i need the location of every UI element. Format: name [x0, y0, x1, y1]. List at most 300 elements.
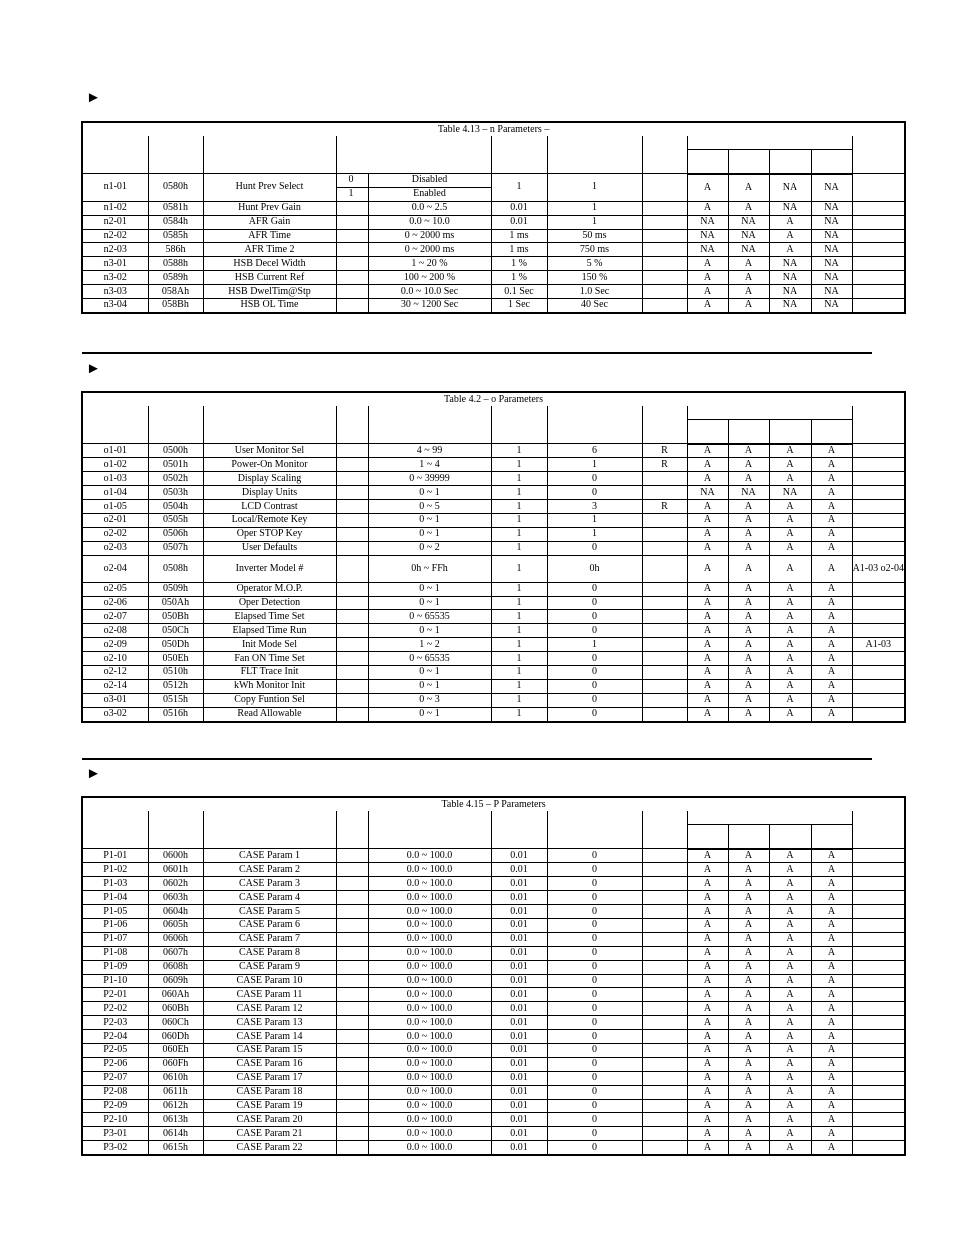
- table-cell: [336, 582, 368, 596]
- table-cell: kWh Monitor Init: [203, 679, 336, 693]
- table-cell: 1: [491, 444, 547, 458]
- table-cell: n3-01: [82, 257, 148, 271]
- table-cell: A: [728, 905, 769, 919]
- table-cell: A: [769, 1113, 811, 1127]
- table-cell: A: [687, 1043, 728, 1057]
- table-cell: A: [769, 610, 811, 624]
- table-cell: 0: [547, 541, 642, 555]
- table-cell: [642, 863, 687, 877]
- table-cell: 0.0 ~ 10.0: [368, 215, 491, 229]
- table-cell: 0608h: [148, 960, 203, 974]
- table-cell: 100 ~ 200 %: [368, 271, 491, 285]
- table-cell: [852, 1141, 905, 1155]
- table-cell: A: [687, 988, 728, 1002]
- table-cell: [852, 1099, 905, 1113]
- table-row: [82, 1113, 905, 1127]
- table-cell: A: [728, 918, 769, 932]
- table-cell: P1-09: [82, 960, 148, 974]
- table-cell: CASE Param 18: [203, 1085, 336, 1099]
- table-cell: 1: [491, 652, 547, 666]
- table-cell: 40 Sec: [547, 299, 642, 313]
- table-cell: 0: [547, 1071, 642, 1085]
- table-cell: 0606h: [148, 932, 203, 946]
- table-cell: A: [728, 1141, 769, 1155]
- table-cell: [336, 243, 368, 257]
- table-row: [82, 849, 905, 863]
- table-cell: 0: [547, 960, 642, 974]
- table-row: [82, 243, 905, 257]
- table-cell: A: [728, 285, 769, 299]
- table-cell: A: [728, 693, 769, 707]
- table-cell: CASE Param 1: [203, 849, 336, 863]
- table-cell: 1: [547, 527, 642, 541]
- table-cell: P3-01: [82, 1127, 148, 1141]
- table-cell: [852, 988, 905, 1002]
- table-cell: 0.0 ~ 100.0: [368, 1043, 491, 1057]
- table-cell: A: [728, 1127, 769, 1141]
- table-cell: Hunt Prev Gain: [203, 201, 336, 215]
- table-cell: A: [728, 513, 769, 527]
- table-cell: A: [728, 541, 769, 555]
- table-cell: [336, 541, 368, 555]
- table-cell: A: [811, 1127, 852, 1141]
- table-cell: 0.0 ~ 100.0: [368, 1030, 491, 1044]
- table-row: [82, 610, 905, 624]
- table-cell: A: [811, 1099, 852, 1113]
- table-cell: 0615h: [148, 1141, 203, 1155]
- table-cell: [642, 472, 687, 486]
- table-cell: A: [811, 877, 852, 891]
- table-cell: [642, 891, 687, 905]
- table-cell: [642, 243, 687, 257]
- table-row: [82, 513, 905, 527]
- table-cell: 0: [547, 1016, 642, 1030]
- table-cell: 0515h: [148, 693, 203, 707]
- table-cell: 050Ah: [148, 596, 203, 610]
- table-cell: 0.0 ~ 100.0: [368, 974, 491, 988]
- table-cell: 1 ms: [491, 229, 547, 243]
- table-cell: CASE Param 5: [203, 905, 336, 919]
- table-cell: A: [728, 624, 769, 638]
- table-cell: 1: [491, 707, 547, 721]
- table-cell: 0: [547, 974, 642, 988]
- table-cell: [642, 679, 687, 693]
- table-cell: A: [811, 891, 852, 905]
- table-cell: 1: [491, 527, 547, 541]
- table-cell: A: [728, 500, 769, 514]
- table-cell: 060Dh: [148, 1030, 203, 1044]
- table-cell: P2-07: [82, 1071, 148, 1085]
- table-cell: 1 ms: [491, 243, 547, 257]
- table-cell: A: [687, 513, 728, 527]
- table-cell: n2-01: [82, 215, 148, 229]
- table-cell: [336, 299, 368, 313]
- table-cell: [852, 1127, 905, 1141]
- table-cell: A: [811, 932, 852, 946]
- table-cell: [852, 918, 905, 932]
- table-cell: 0.0 ~ 100.0: [368, 1071, 491, 1085]
- table-cell: A: [728, 974, 769, 988]
- table-cell: Operator M.O.P.: [203, 582, 336, 596]
- table-cell: A: [687, 271, 728, 285]
- table-cell: 0: [547, 1030, 642, 1044]
- table-cell: 1: [547, 513, 642, 527]
- table-row: [82, 946, 905, 960]
- table-cell: NA: [769, 486, 811, 500]
- table-cell: A: [728, 1057, 769, 1071]
- table-cell: A: [687, 960, 728, 974]
- table-cell: AFR Time: [203, 229, 336, 243]
- table-row: [82, 215, 905, 229]
- table-cell: [336, 877, 368, 891]
- table-cell: P1-10: [82, 974, 148, 988]
- table-cell: A: [811, 1030, 852, 1044]
- table-cell: [852, 229, 905, 243]
- table-cell: [336, 1141, 368, 1155]
- table-row: [82, 201, 905, 215]
- table-cell: A: [811, 905, 852, 919]
- table-cell: 0: [547, 707, 642, 721]
- table-cell: A: [769, 932, 811, 946]
- table-cell: NA: [811, 215, 852, 229]
- table-cell: [642, 1043, 687, 1057]
- table-cell: 060Bh: [148, 1002, 203, 1016]
- table-cell: NA: [811, 299, 852, 313]
- table-row: [82, 638, 905, 652]
- table-cell: 0.01: [491, 1141, 547, 1155]
- table-cell: 0h ~ FFh: [368, 555, 491, 582]
- table-cell: A: [728, 527, 769, 541]
- table-cell: [852, 679, 905, 693]
- table-cell: A: [728, 1016, 769, 1030]
- table-cell: A: [811, 638, 852, 652]
- table-cell: HSB Current Ref: [203, 271, 336, 285]
- table-cell: Copy Funtion Sel: [203, 693, 336, 707]
- table-cell: 0.0 ~ 100.0: [368, 891, 491, 905]
- table-cell: [336, 271, 368, 285]
- table-cell: [642, 932, 687, 946]
- table-cell: 0 ~ 5: [368, 500, 491, 514]
- table-cell: 1: [491, 693, 547, 707]
- table-cell: A: [728, 988, 769, 1002]
- table-cell: 1 %: [491, 271, 547, 285]
- table-cell: 0504h: [148, 500, 203, 514]
- table-cell: [642, 285, 687, 299]
- table-cell: NA: [728, 229, 769, 243]
- table-cell: A: [811, 1113, 852, 1127]
- table-cell: 0.0 ~ 100.0: [368, 1085, 491, 1099]
- table-cell: R: [642, 500, 687, 514]
- table-cell: A: [769, 624, 811, 638]
- table-cell: A: [728, 299, 769, 313]
- table-cell: 0: [547, 486, 642, 500]
- table-cell: A: [769, 555, 811, 582]
- table-cell: A: [687, 582, 728, 596]
- table-cell: P1-05: [82, 905, 148, 919]
- table-cell: 1: [491, 458, 547, 472]
- table-cell: CASE Param 17: [203, 1071, 336, 1085]
- table-cell: [852, 1043, 905, 1057]
- table-cell: [852, 624, 905, 638]
- table-cell: A: [687, 1141, 728, 1155]
- table-cell: CASE Param 3: [203, 877, 336, 891]
- table-cell: AFR Time 2: [203, 243, 336, 257]
- table-cell: A: [687, 1099, 728, 1113]
- table-cell: [642, 960, 687, 974]
- table-cell: 0: [547, 652, 642, 666]
- table-cell: [852, 486, 905, 500]
- table-cell: 0.0 ~ 2.5: [368, 201, 491, 215]
- table-cell: A: [769, 960, 811, 974]
- table-cell: [852, 285, 905, 299]
- table-cell: A: [769, 693, 811, 707]
- table-cell: 0.0 ~ 100.0: [368, 863, 491, 877]
- table-cell: A: [687, 1030, 728, 1044]
- table-cell: [642, 946, 687, 960]
- table-row: n1-01 0580h Hunt Prev Select 0 Disabled 1 1 A A NA NA: [82, 174, 905, 188]
- table-cell: A: [687, 932, 728, 946]
- table-n-caption: Table 4.13 – n Parameters –: [82, 122, 905, 136]
- table-cell: 0.01: [491, 1030, 547, 1044]
- table-cell: 0.01: [491, 1043, 547, 1057]
- table-cell: [336, 458, 368, 472]
- table-cell: A: [811, 500, 852, 514]
- table-cell: 0600h: [148, 849, 203, 863]
- table-cell: 0612h: [148, 1099, 203, 1113]
- table-row: [82, 693, 905, 707]
- table-cell: o1-05: [82, 500, 148, 514]
- table-cell: [642, 299, 687, 313]
- table-cell: o2-10: [82, 652, 148, 666]
- table-cell: [852, 1030, 905, 1044]
- table-cell: A: [769, 1002, 811, 1016]
- table-cell: [642, 1030, 687, 1044]
- table-cell: 0.0 ~ 100.0: [368, 1057, 491, 1071]
- table-cell: [642, 257, 687, 271]
- table-cell: A: [687, 500, 728, 514]
- table-cell: 058Ah: [148, 285, 203, 299]
- section-o-arrow-icon: ►: [86, 361, 101, 377]
- table-cell: A: [687, 946, 728, 960]
- table-cell: A: [769, 863, 811, 877]
- table-cell: 0.0 ~ 100.0: [368, 960, 491, 974]
- table-cell: A: [769, 905, 811, 919]
- table-cell: P2-02: [82, 1002, 148, 1016]
- table-cell: 060Ah: [148, 988, 203, 1002]
- table-cell: 0.01: [491, 1099, 547, 1113]
- table-cell: 0.0 ~ 10.0 Sec: [368, 285, 491, 299]
- table-cell: A: [728, 610, 769, 624]
- table-cell: 4 ~ 99: [368, 444, 491, 458]
- table-cell: [852, 527, 905, 541]
- table-row: [82, 863, 905, 877]
- table-cell: [642, 229, 687, 243]
- table-cell: P2-10: [82, 1113, 148, 1127]
- table-cell: A: [728, 863, 769, 877]
- table-cell: A: [728, 201, 769, 215]
- table-cell: [642, 665, 687, 679]
- table-cell: A: [687, 527, 728, 541]
- table-row: [82, 905, 905, 919]
- table-cell: 0605h: [148, 918, 203, 932]
- table-cell: CASE Param 11: [203, 988, 336, 1002]
- table-cell: P2-06: [82, 1057, 148, 1071]
- table-cell: A: [687, 863, 728, 877]
- table-cell: A: [687, 707, 728, 721]
- table-cell: 0614h: [148, 1127, 203, 1141]
- table-cell: 0.01: [491, 201, 547, 215]
- table-cell: 0.0 ~ 100.0: [368, 932, 491, 946]
- table-cell: [852, 472, 905, 486]
- table-cell: A: [728, 946, 769, 960]
- table-cell: 0603h: [148, 891, 203, 905]
- table-cell: 1: [491, 624, 547, 638]
- table-cell: CASE Param 14: [203, 1030, 336, 1044]
- table-cell: 0: [547, 665, 642, 679]
- table-cell: A1-03: [852, 638, 905, 652]
- table-cell: CASE Param 6: [203, 918, 336, 932]
- table-cell: A: [811, 1085, 852, 1099]
- table-cell: 0 ~ 39999: [368, 472, 491, 486]
- table-cell: A: [687, 201, 728, 215]
- table-cell: [642, 1071, 687, 1085]
- table-row: [82, 1030, 905, 1044]
- table-cell: A: [811, 555, 852, 582]
- table-cell: A: [687, 1085, 728, 1099]
- table-cell: NA: [728, 215, 769, 229]
- table-cell: Display Units: [203, 486, 336, 500]
- table-row: [82, 624, 905, 638]
- table-cell: A: [811, 513, 852, 527]
- table-cell: 1: [547, 638, 642, 652]
- table-cell: 0: [547, 946, 642, 960]
- table-cell: 0 ~ 2: [368, 541, 491, 555]
- table-cell: A: [811, 974, 852, 988]
- table-cell: 0589h: [148, 271, 203, 285]
- table-cell: NA: [687, 243, 728, 257]
- table-cell: A: [769, 541, 811, 555]
- table-cell: o2-14: [82, 679, 148, 693]
- table-cell: A: [811, 707, 852, 721]
- table-cell: A: [769, 1141, 811, 1155]
- table-cell: [852, 201, 905, 215]
- table-cell: [852, 271, 905, 285]
- table-cell: 1: [491, 638, 547, 652]
- table-cell: CASE Param 9: [203, 960, 336, 974]
- table-cell: [336, 693, 368, 707]
- table-cell: 1: [491, 541, 547, 555]
- table-cell: A: [687, 693, 728, 707]
- table-cell: A: [687, 458, 728, 472]
- table-cell: 1: [491, 555, 547, 582]
- table-cell: 0502h: [148, 472, 203, 486]
- table-n-container: [81, 121, 904, 314]
- table-cell: 0.0 ~ 100.0: [368, 877, 491, 891]
- table-cell: 0 ~ 1: [368, 582, 491, 596]
- table-row: [82, 1002, 905, 1016]
- table-cell: A1-03 o2-04: [852, 555, 905, 582]
- table-cell: [642, 527, 687, 541]
- table-cell: 0.1 Sec: [491, 285, 547, 299]
- table-cell: A: [769, 638, 811, 652]
- table-row: [82, 458, 905, 472]
- table-cell: 0501h: [148, 458, 203, 472]
- table-cell: 0.01: [491, 215, 547, 229]
- table-cell: 0: [547, 1085, 642, 1099]
- table-cell: [336, 946, 368, 960]
- table-cell: [642, 215, 687, 229]
- table-cell: 1: [491, 513, 547, 527]
- table-cell: Read Allowable: [203, 707, 336, 721]
- table-cell: CASE Param 20: [203, 1113, 336, 1127]
- table-cell: [336, 988, 368, 1002]
- table-cell: [336, 707, 368, 721]
- table-cell: A: [687, 596, 728, 610]
- table-cell: o2-01: [82, 513, 148, 527]
- table-cell: A: [811, 946, 852, 960]
- table-cell: [642, 918, 687, 932]
- table-cell: 0: [547, 596, 642, 610]
- table-cell: A: [687, 905, 728, 919]
- table-cell: A: [811, 693, 852, 707]
- table-cell: [852, 596, 905, 610]
- table-cell: NA: [811, 285, 852, 299]
- table-cell: NA: [769, 299, 811, 313]
- table-cell: 1: [491, 582, 547, 596]
- table-p: [81, 796, 906, 1156]
- table-cell: HSB Decel Width: [203, 257, 336, 271]
- table-cell: 0: [547, 472, 642, 486]
- table-cell: A: [687, 299, 728, 313]
- table-cell: NA: [687, 215, 728, 229]
- table-cell: [852, 1057, 905, 1071]
- table-cell: [852, 877, 905, 891]
- table-cell: n3-03: [82, 285, 148, 299]
- table-cell: NA: [769, 285, 811, 299]
- table-cell: [336, 652, 368, 666]
- table-cell: Elapsed Time Run: [203, 624, 336, 638]
- table-row: [82, 877, 905, 891]
- table-cell: Display Scaling: [203, 472, 336, 486]
- table-cell: A: [811, 472, 852, 486]
- table-cell: 0.0 ~ 100.0: [368, 1141, 491, 1155]
- table-cell: [336, 229, 368, 243]
- table-cell: [642, 486, 687, 500]
- table-cell: A: [769, 243, 811, 257]
- table-cell: A: [687, 285, 728, 299]
- table-cell: A: [811, 458, 852, 472]
- table-cell: [852, 458, 905, 472]
- table-cell: A: [687, 918, 728, 932]
- table-cell: 0: [547, 1127, 642, 1141]
- table-cell: P2-01: [82, 988, 148, 1002]
- table-cell: A: [811, 610, 852, 624]
- table-cell: [336, 624, 368, 638]
- table-row: [82, 1141, 905, 1155]
- table-cell: 0500h: [148, 444, 203, 458]
- table-cell: A: [687, 610, 728, 624]
- table-cell: [852, 652, 905, 666]
- table-cell: NA: [811, 229, 852, 243]
- table-cell: 5 %: [547, 257, 642, 271]
- section-p-arrow-icon: ►: [86, 766, 101, 782]
- table-cell: [642, 693, 687, 707]
- table-row: [82, 679, 905, 693]
- table-row: [82, 472, 905, 486]
- table-cell: A: [769, 652, 811, 666]
- table-cell: 6: [547, 444, 642, 458]
- table-cell: [642, 638, 687, 652]
